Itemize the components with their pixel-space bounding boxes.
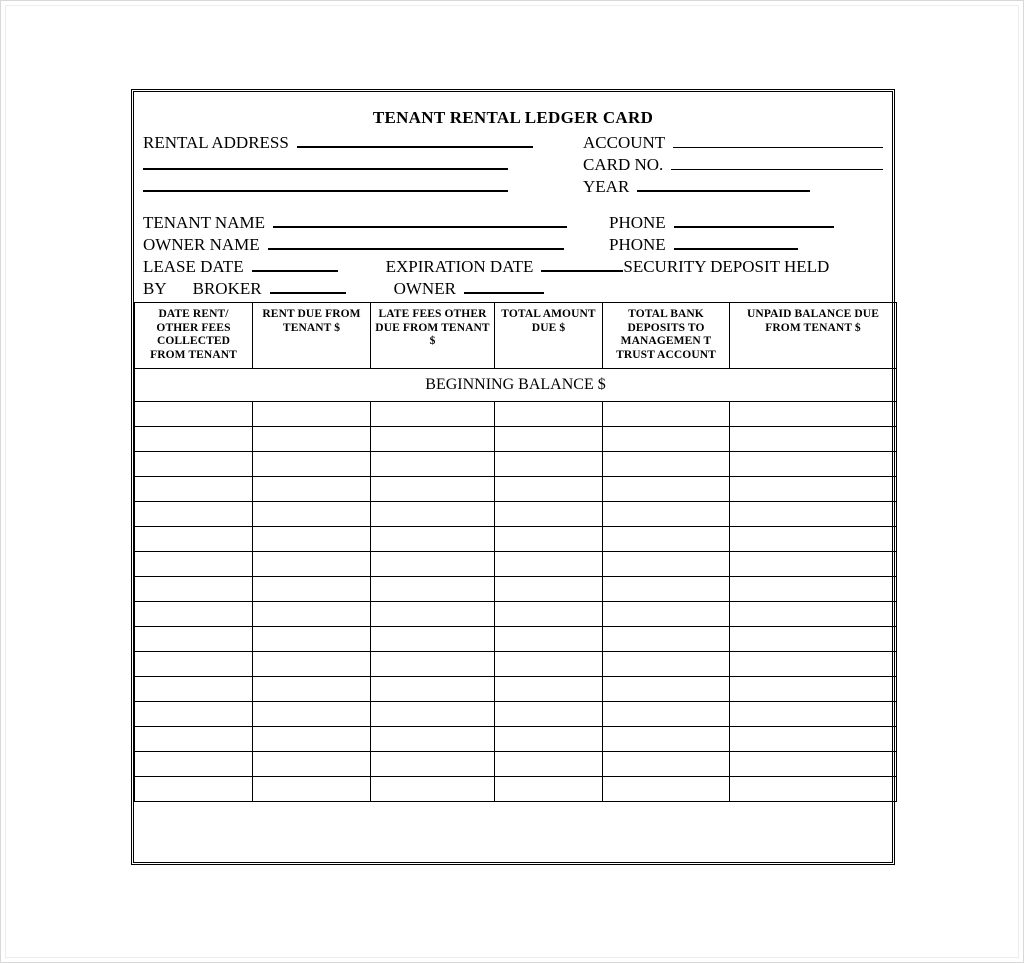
year-label: YEAR (583, 177, 630, 196)
ledger-cell[interactable] (730, 627, 897, 652)
table-row (135, 502, 897, 527)
broker-input-line[interactable] (270, 292, 346, 294)
year-row (583, 174, 883, 196)
ledger-cell[interactable] (253, 452, 371, 477)
ledger-cell[interactable] (603, 602, 730, 627)
ledger-cell[interactable] (495, 652, 603, 677)
account-label: ACCOUNT (583, 133, 666, 152)
ledger-cell[interactable] (730, 552, 897, 577)
ledger-cell[interactable] (371, 602, 495, 627)
column-header-rent-due: RENT DUE FROM TENANT $ (253, 303, 371, 369)
ledger-cell[interactable] (603, 627, 730, 652)
names-phones-block (143, 210, 884, 254)
table-row (135, 702, 897, 727)
ledger-cell[interactable] (495, 677, 603, 702)
ledger-cell[interactable] (135, 752, 253, 777)
table-row (135, 727, 897, 752)
account-group (583, 130, 883, 196)
lease-date-label: LEASE DATE (143, 257, 244, 276)
account-row (583, 130, 883, 152)
ledger-cell[interactable] (603, 577, 730, 602)
ledger-cell[interactable] (253, 777, 371, 802)
tenant-phone-label: PHONE (609, 213, 666, 232)
ledger-cell[interactable] (730, 752, 897, 777)
ledger-cell[interactable] (371, 627, 495, 652)
names-group (143, 210, 583, 254)
rental-address-row-3 (143, 174, 583, 196)
expiration-date-input-line[interactable] (541, 270, 623, 272)
tenant-phone-row (583, 210, 883, 232)
table-row (135, 777, 897, 802)
owner-phone-label: PHONE (609, 235, 666, 254)
ledger-cell[interactable] (253, 427, 371, 452)
ledger-cell[interactable] (253, 677, 371, 702)
ledger-cell[interactable] (603, 652, 730, 677)
owner-phone-input-line[interactable] (674, 248, 798, 250)
ledger-cell[interactable] (730, 702, 897, 727)
ledger-cell[interactable] (730, 652, 897, 677)
ledger-cell[interactable] (253, 502, 371, 527)
ledger-cell[interactable] (253, 402, 371, 427)
card-no-row (583, 152, 883, 174)
table-row (135, 577, 897, 602)
ledger-cell[interactable] (730, 477, 897, 502)
ledger-cell[interactable] (603, 427, 730, 452)
ledger-cell[interactable] (495, 602, 603, 627)
rental-address-group (143, 130, 583, 196)
table-row (135, 452, 897, 477)
ledger-cell[interactable] (371, 652, 495, 677)
ledger-cell[interactable] (253, 652, 371, 677)
ledger-cell[interactable] (135, 502, 253, 527)
ledger-cell[interactable] (371, 677, 495, 702)
beginning-balance-label: BEGINNING BALANCE $ (135, 369, 897, 402)
owner-name-row (143, 232, 583, 254)
beginning-balance-row (135, 369, 897, 402)
ledger-cell[interactable] (495, 427, 603, 452)
table-row (135, 677, 897, 702)
ledger-cell[interactable] (495, 452, 603, 477)
ledger-cell[interactable] (135, 777, 253, 802)
card-no-input-line[interactable] (671, 169, 883, 170)
ledger-cell[interactable] (371, 752, 495, 777)
ledger-cell[interactable] (135, 727, 253, 752)
table-row (135, 752, 897, 777)
ledger-cell[interactable] (371, 577, 495, 602)
ledger-cell[interactable] (371, 527, 495, 552)
column-header-date-collected: DATE RENT/ OTHER FEES COLLECTED FROM TENANT (135, 303, 253, 369)
ledger-cell[interactable] (371, 452, 495, 477)
ledger-cell[interactable] (603, 477, 730, 502)
ledger-cell[interactable] (730, 502, 897, 527)
ledger-cell[interactable] (495, 527, 603, 552)
column-header-late-fees: LATE FEES OTHER DUE FROM TENANT $ (371, 303, 495, 369)
year-input-line[interactable] (637, 190, 810, 192)
ledger-cell[interactable] (495, 552, 603, 577)
ledger-cell[interactable] (495, 702, 603, 727)
ledger-cell[interactable] (495, 577, 603, 602)
ledger-cell[interactable] (135, 477, 253, 502)
ledger-cell[interactable] (371, 502, 495, 527)
address-account-block (143, 130, 884, 196)
ledger-cell[interactable] (603, 402, 730, 427)
ledger-cell[interactable] (495, 777, 603, 802)
column-header-bank-deposits: TOTAL BANK DEPOSITS TO MANAGEMEN T TRUST ACCOUNT (603, 303, 730, 369)
ledger-table-body (135, 369, 897, 802)
broker-label: BROKER (192, 279, 262, 298)
ledger-cell[interactable] (730, 577, 897, 602)
owner-input-line[interactable] (464, 292, 544, 294)
ledger-cell[interactable] (603, 502, 730, 527)
ledger-cell[interactable] (730, 777, 897, 802)
rental-address-input-line-1[interactable] (297, 146, 533, 148)
ledger-cell[interactable] (730, 727, 897, 752)
ledger-cell[interactable] (603, 777, 730, 802)
rental-address-row-2 (143, 152, 583, 174)
ledger-cell[interactable] (495, 402, 603, 427)
ledger-cell[interactable] (371, 552, 495, 577)
ledger-cell[interactable] (135, 677, 253, 702)
ledger-cell[interactable] (730, 602, 897, 627)
tenant-rental-ledger-card (131, 89, 895, 865)
rental-address-input-line-2[interactable] (143, 168, 508, 170)
phones-group (583, 210, 883, 254)
ledger-cell[interactable] (495, 627, 603, 652)
ledger-table (134, 302, 897, 802)
rental-address-row-1 (143, 130, 583, 152)
ledger-cell[interactable] (603, 677, 730, 702)
by-label: BY (143, 279, 167, 298)
owner-name-label: OWNER NAME (143, 235, 260, 254)
ledger-cell[interactable] (495, 752, 603, 777)
ledger-cell[interactable] (253, 627, 371, 652)
section-gap (143, 196, 884, 210)
table-row (135, 627, 897, 652)
ledger-cell[interactable] (253, 552, 371, 577)
column-header-total-amount-due: TOTAL AMOUNT DUE $ (495, 303, 603, 369)
owner-name-input-line[interactable] (268, 248, 564, 250)
page-title: TENANT RENTAL LEDGER CARD (372, 108, 654, 127)
table-row (135, 552, 897, 577)
rental-address-input-line-3[interactable] (143, 190, 508, 192)
ledger-cell[interactable] (371, 727, 495, 752)
ledger-cell[interactable] (135, 427, 253, 452)
expiration-date-label: EXPIRATION DATE (385, 257, 534, 276)
table-row (135, 652, 897, 677)
ledger-cell[interactable] (495, 502, 603, 527)
table-row (135, 477, 897, 502)
ledger-cell[interactable] (371, 427, 495, 452)
form-fields-area (134, 130, 892, 298)
ledger-cell[interactable] (603, 727, 730, 752)
table-row (135, 602, 897, 627)
ledger-cell[interactable] (730, 677, 897, 702)
tenant-name-label: TENANT NAME (143, 213, 265, 232)
ledger-cell[interactable] (135, 652, 253, 677)
ledger-cell[interactable] (135, 602, 253, 627)
ledger-cell[interactable] (730, 427, 897, 452)
ledger-cell[interactable] (135, 402, 253, 427)
security-deposit-label: SECURITY DEPOSIT HELD (623, 257, 830, 276)
ledger-cell[interactable] (135, 627, 253, 652)
ledger-cell[interactable] (603, 752, 730, 777)
ledger-cell[interactable] (371, 402, 495, 427)
ledger-cell[interactable] (371, 477, 495, 502)
ledger-table-head (135, 303, 897, 369)
ledger-cell[interactable] (730, 452, 897, 477)
ledger-cell[interactable] (135, 452, 253, 477)
card-no-label: CARD NO. (583, 155, 664, 174)
tenant-name-row (143, 210, 583, 232)
ledger-cell[interactable] (253, 477, 371, 502)
ledger-cell[interactable] (730, 527, 897, 552)
ledger-cell[interactable] (603, 452, 730, 477)
tenant-name-input-line[interactable] (273, 226, 567, 228)
rental-address-label: RENTAL ADDRESS (143, 133, 289, 152)
account-input-line[interactable] (673, 147, 883, 148)
ledger-cell[interactable] (253, 752, 371, 777)
table-row (135, 427, 897, 452)
ledger-cell[interactable] (135, 577, 253, 602)
tenant-phone-input-line[interactable] (674, 226, 834, 228)
ledger-cell[interactable] (730, 402, 897, 427)
ledger-cell[interactable] (253, 577, 371, 602)
owner-phone-row (583, 232, 883, 254)
ledger-cell[interactable] (135, 527, 253, 552)
ledger-cell[interactable] (603, 702, 730, 727)
table-row (135, 402, 897, 427)
ledger-cell[interactable] (253, 727, 371, 752)
ledger-header-row (135, 303, 897, 369)
lease-dates-row (143, 254, 884, 276)
ledger-cell[interactable] (603, 527, 730, 552)
ledger-cell[interactable] (603, 552, 730, 577)
ledger-cell[interactable] (135, 702, 253, 727)
held-by-row (143, 276, 884, 298)
ledger-cell[interactable] (135, 552, 253, 577)
ledger-cell[interactable] (253, 602, 371, 627)
column-header-unpaid-balance: UNPAID BALANCE DUE FROM TENANT $ (730, 303, 897, 369)
lease-date-input-line[interactable] (252, 270, 338, 272)
ledger-cell[interactable] (253, 702, 371, 727)
table-row (135, 527, 897, 552)
ledger-cell[interactable] (495, 727, 603, 752)
ledger-cell[interactable] (371, 702, 495, 727)
owner-held-label: OWNER (393, 279, 456, 298)
ledger-cell[interactable] (371, 777, 495, 802)
ledger-cell[interactable] (495, 477, 603, 502)
ledger-cell[interactable] (253, 527, 371, 552)
